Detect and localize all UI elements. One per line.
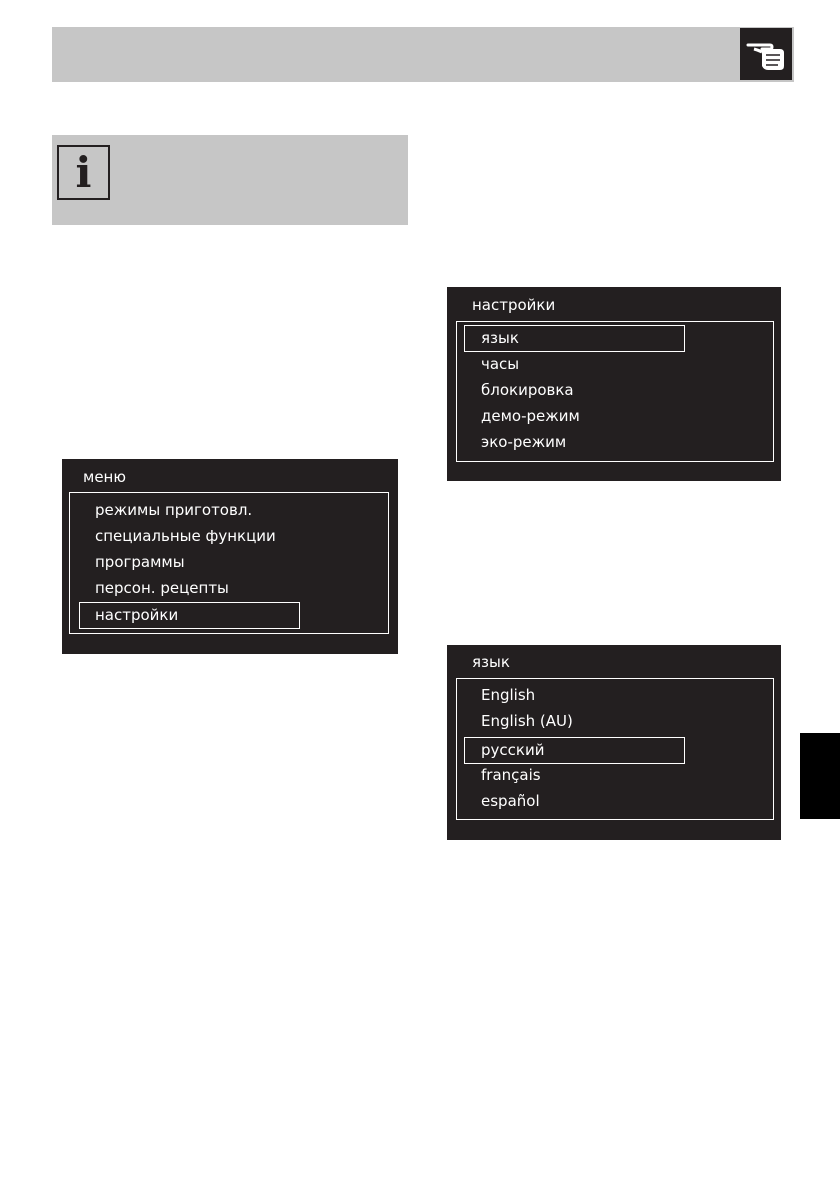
menu-item-selected[interactable]: настройки — [95, 606, 179, 624]
settings-item[interactable]: демо-режим — [481, 407, 580, 425]
language-screen — [447, 645, 781, 840]
settings-item[interactable]: часы — [481, 355, 520, 373]
info-icon: i — [57, 145, 110, 200]
chapter-side-tab — [800, 733, 840, 819]
settings-item[interactable]: блокировка — [481, 381, 574, 399]
menu-item[interactable]: режимы приготовл. — [95, 501, 253, 519]
settings-screen-title: настройки — [472, 296, 556, 314]
menu-item[interactable]: программы — [95, 553, 185, 571]
menu-item[interactable]: персон. рецепты — [95, 579, 229, 597]
menu-screen — [62, 459, 398, 654]
menu-item[interactable]: специальные функции — [95, 527, 276, 545]
language-item[interactable]: English — [481, 686, 536, 704]
language-item[interactable]: español — [481, 792, 540, 810]
info-note-box — [52, 135, 408, 225]
header-bar — [52, 27, 794, 82]
language-item-selected[interactable]: русский — [481, 741, 545, 759]
settings-item[interactable]: эко-режим — [481, 433, 567, 451]
settings-screen — [447, 287, 781, 481]
language-item[interactable]: English (AU) — [481, 712, 573, 730]
language-item[interactable]: français — [481, 766, 541, 784]
pointing-hand-icon — [740, 28, 792, 80]
language-screen-title: язык — [472, 653, 510, 671]
settings-item-selected[interactable]: язык — [481, 329, 519, 347]
menu-screen-title: меню — [83, 468, 126, 486]
